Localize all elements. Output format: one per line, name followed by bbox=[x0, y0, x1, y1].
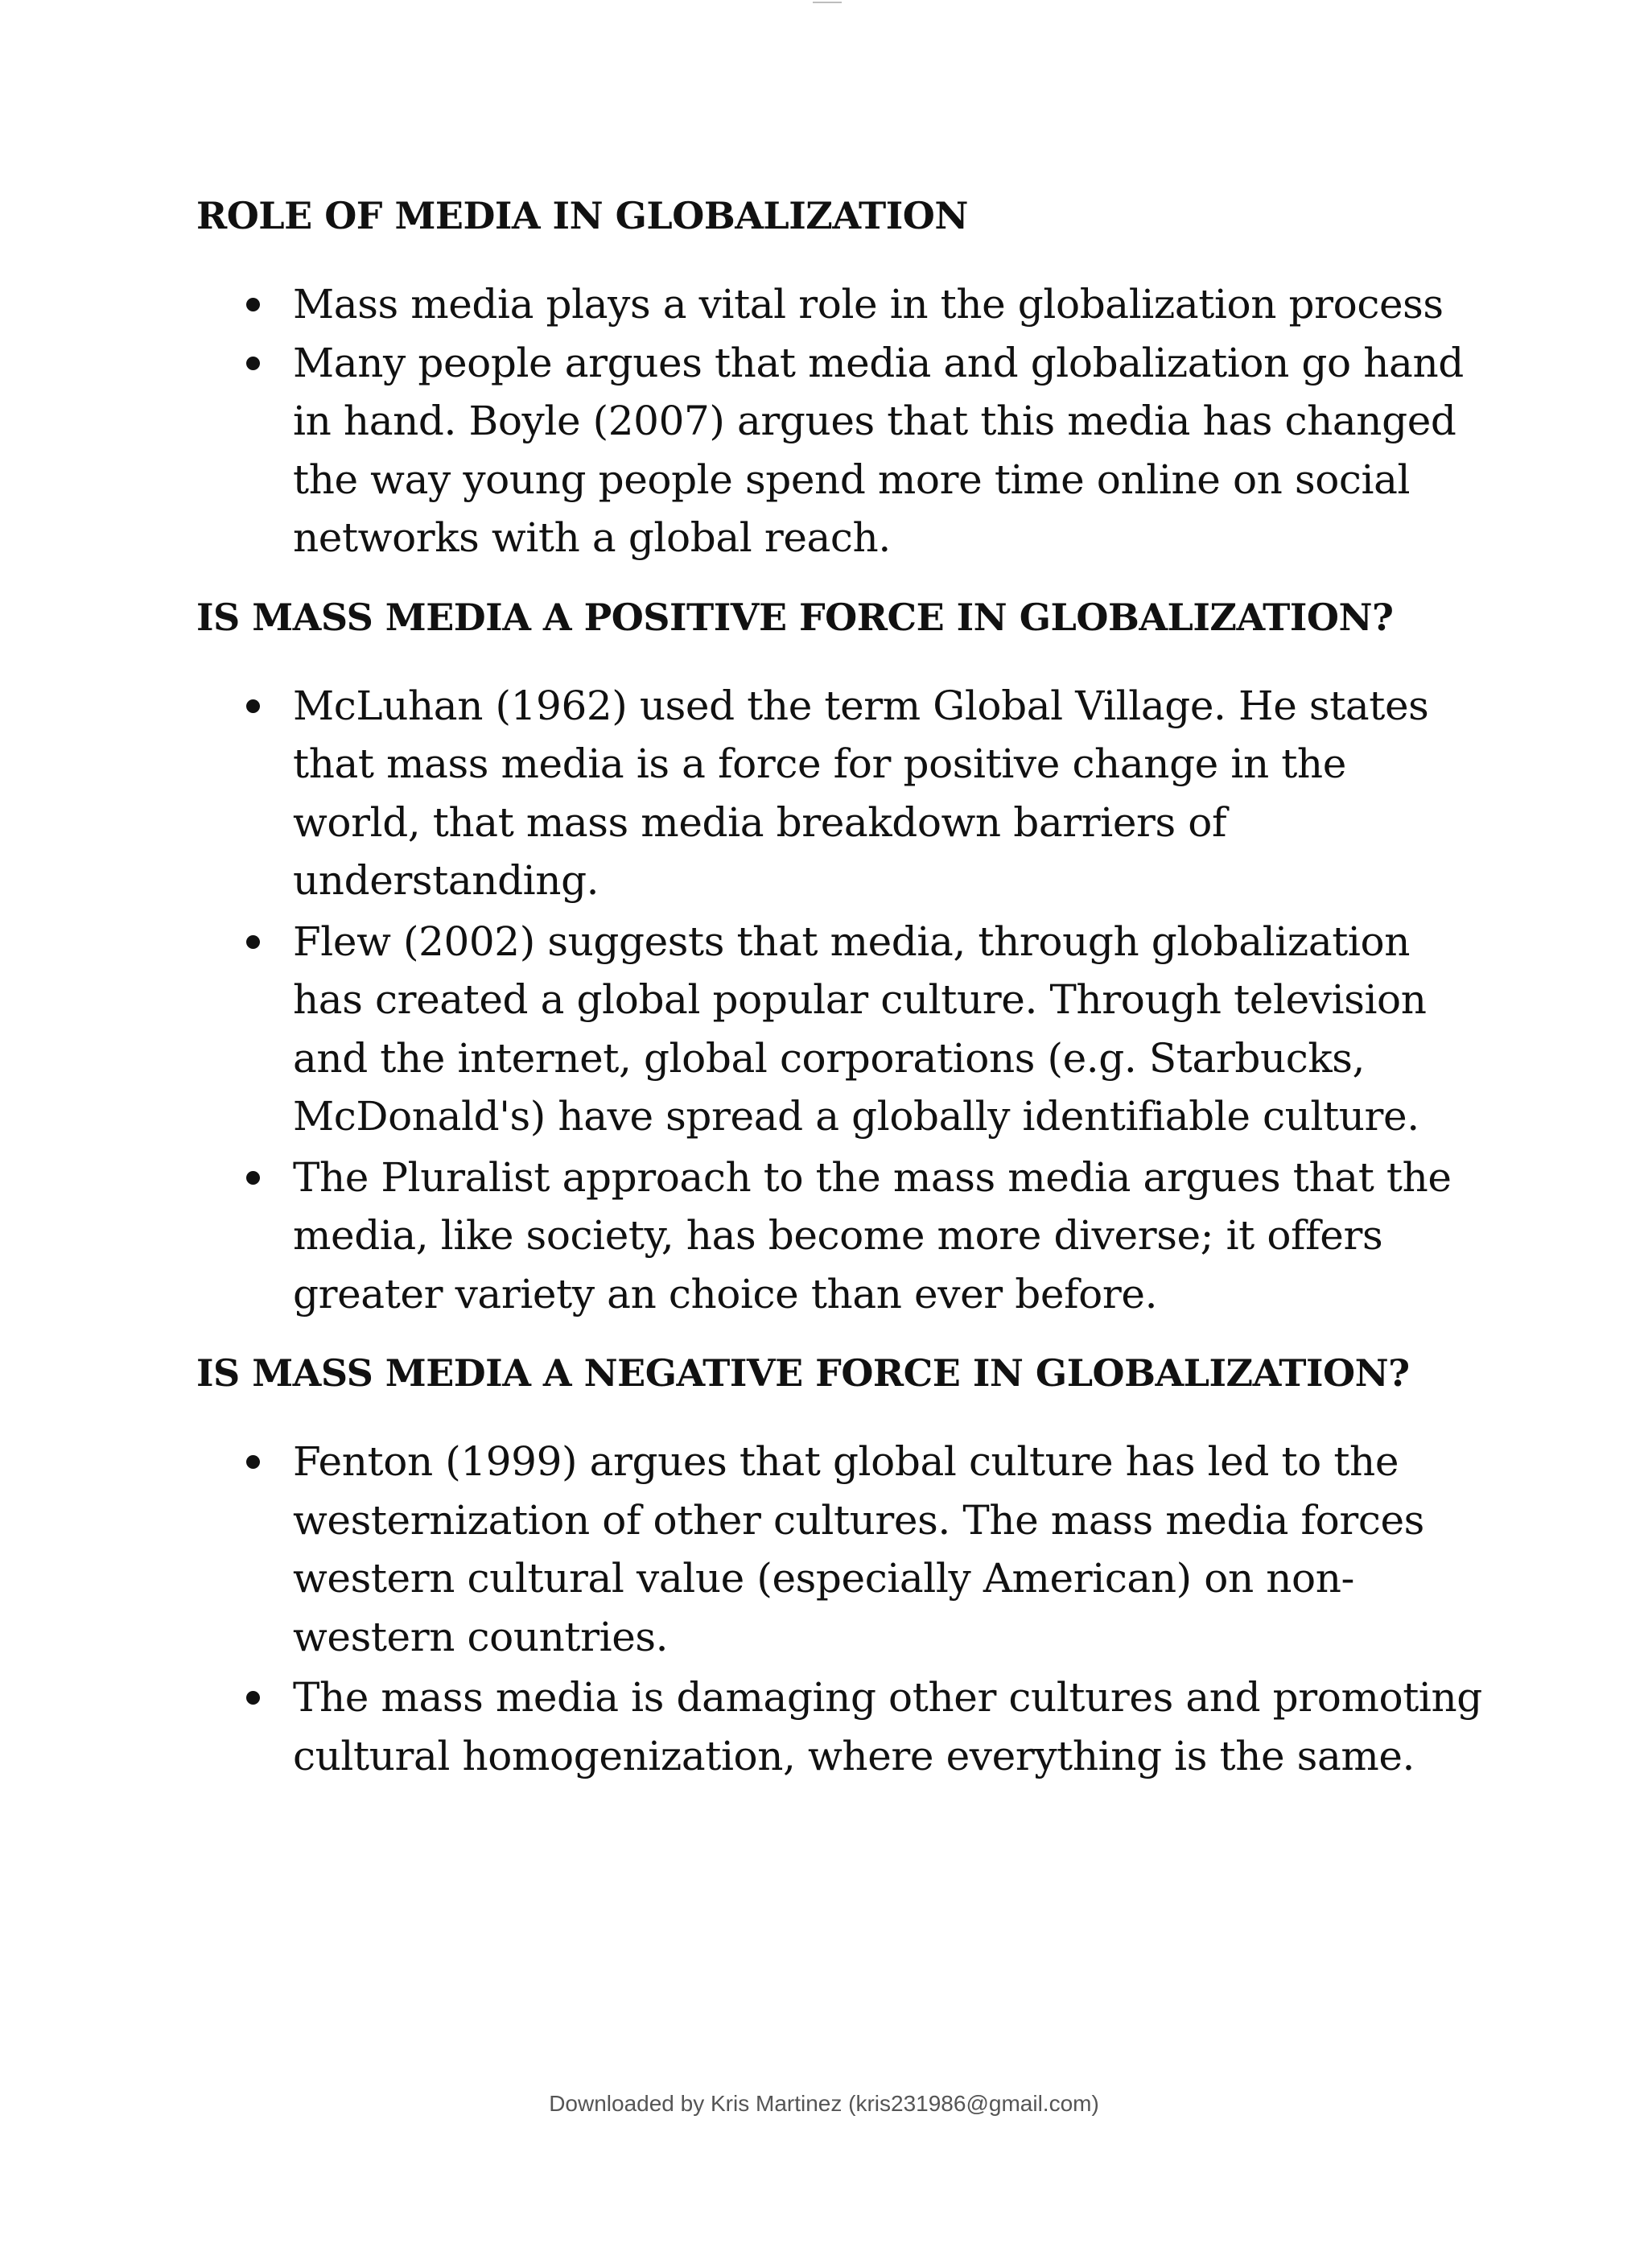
document-body bbox=[196, 190, 1484, 1785]
list-item bbox=[196, 334, 1484, 567]
section-heading-positive-force: IS MASS MEDIA A POSITIVE FORCE IN GLOBALIZATION? bbox=[196, 595, 1394, 639]
list-item-text: The Pluralist approach to the mass media argues that the media, like society, has become more diverse; it offers greater variety an choice than ever before. bbox=[293, 1153, 1452, 1318]
bullet-list-positive-force bbox=[196, 677, 1484, 1324]
bullet-list-negative-force bbox=[196, 1433, 1484, 1785]
list-item bbox=[196, 913, 1484, 1146]
section-heading-role-of-media: ROLE OF MEDIA IN GLOBALIZATION bbox=[196, 194, 968, 237]
bullet-icon bbox=[246, 935, 260, 949]
list-item-text: McLuhan (1962) used the term Global Village. He states that mass media is a force for positive change in the world, that mass media breakdown barriers of understanding. bbox=[293, 682, 1429, 904]
page-top-mark bbox=[813, 2, 842, 3]
download-footer-note: Downloaded by Kris Martinez (kris231986@gmail.com) bbox=[549, 2091, 1099, 2116]
list-item bbox=[196, 677, 1484, 910]
list-item-text: Fenton (1999) argues that global culture has led to the westernization of other cultures. The mass media forces western cultural value (especially American) on non-western countries. bbox=[293, 1438, 1424, 1660]
bullet-icon bbox=[246, 1171, 260, 1185]
list-item bbox=[196, 1668, 1484, 1785]
list-item-text: The mass media is damaging other cultures and promoting cultural homogenization, where everything is the same. bbox=[293, 1674, 1482, 1779]
list-item-text: Many people argues that media and globalization go hand in hand. Boyle (2007) argues that this media has changed the way young people spend more time online on social networks with a global reach. bbox=[293, 339, 1464, 561]
list-item bbox=[196, 275, 1484, 334]
bullet-icon bbox=[246, 699, 260, 713]
section-heading-negative-force: IS MASS MEDIA A NEGATIVE FORCE IN GLOBALIZATION? bbox=[196, 1351, 1410, 1395]
bullet-icon bbox=[246, 1691, 260, 1705]
bullet-icon bbox=[246, 357, 260, 370]
bullet-list-role-of-media bbox=[196, 275, 1484, 567]
list-item-text: Flew (2002) suggests that media, through globalization has created a global popular culture. Through television and the internet, global corporations (e.g. Starbucks, McDonald's) have spread a globally identifiable culture. bbox=[293, 918, 1427, 1140]
bullet-icon bbox=[246, 298, 260, 311]
list-item bbox=[196, 1148, 1484, 1324]
list-item bbox=[196, 1433, 1484, 1666]
bullet-icon bbox=[246, 1455, 260, 1469]
list-item-text: Mass media plays a vital role in the globalization process bbox=[293, 281, 1444, 328]
